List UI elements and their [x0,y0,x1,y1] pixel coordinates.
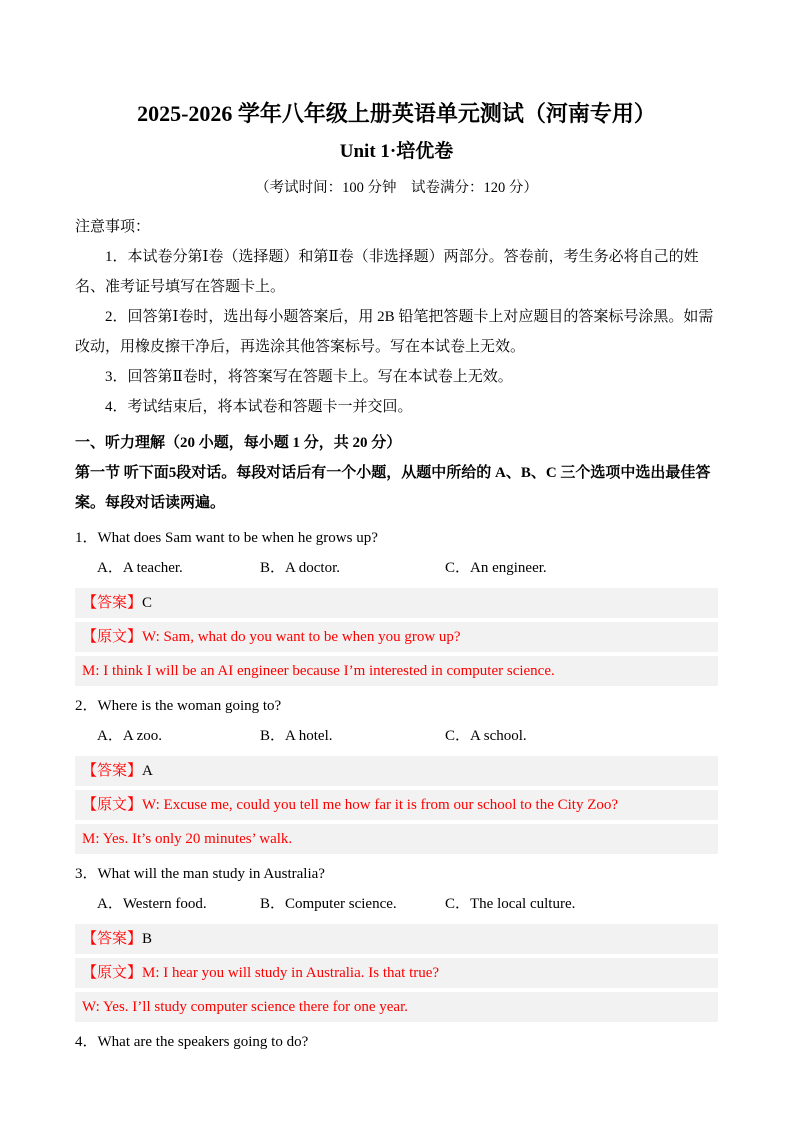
transcript-label: 【原文】 [82,629,143,645]
transcript-text: W: Sam, what do you want to be when you grow up? [142,629,461,645]
answer-value: A [142,763,153,779]
note-item: 1．本试卷分第Ⅰ卷（选择题）和第Ⅱ卷（非选择题）两部分。答卷前，考生务必将自己的姓名、准考证号填写在答题卡上。 [75,249,699,295]
note-item: 2．回答第Ⅰ卷时，选出每小题答案后，用 2B 铅笔把答题卡上对应题目的答案标号涂黑。如需改动，用橡皮擦干净后，再选涂其他答案标号。写在本试卷上无效。 [75,309,714,355]
answer-label: 【答案】 [82,595,143,611]
transcript-line [75,824,718,854]
answer-option: A．A zoo. [97,728,162,744]
note-item: 4．考试结束后，将本试卷和答题卡一并交回。 [105,399,413,415]
answer-label: 【答案】 [82,763,143,779]
transcript-line [75,992,718,1022]
question-stem: 1．What does Sam want to be when he grows up? [75,530,378,546]
answer-line [75,924,718,954]
transcript-label: 【原文】 [82,797,143,813]
transcript-line [75,790,718,820]
answer-option: C．A school. [445,728,527,744]
options-row [75,889,718,919]
exam-subtitle: Unit 1·培优卷 [339,141,454,162]
answer-line [75,588,718,618]
answer-option: B．A doctor. [260,560,341,576]
question-stem: 3．What will the man study in Australia? [75,866,325,882]
options-row [75,721,718,751]
answer-option: C．The local culture. [445,896,576,912]
question-stem: 4．What are the speakers going to do? [75,1034,309,1050]
transcript-text: M: I hear you will study in Australia. Is that true? [142,965,440,981]
answer-option: C．An engineer. [445,560,547,576]
question-block [75,691,718,854]
transcript-line [75,958,718,988]
question-stem: 2．Where is the woman going to? [75,698,282,714]
transcript-line [75,622,718,652]
question-block [75,523,718,686]
exam-title: 2025-2026 学年八年级上册英语单元测试（河南专用） [137,101,656,126]
answer-value: C [142,595,153,611]
answer-option: A．A teacher. [97,560,183,576]
transcript-text: M: Yes. It’s only 20 minutes’ walk. [82,831,293,847]
options-row [75,553,718,583]
answer-option: A．Western food. [97,896,207,912]
note-item: 3．回答第Ⅱ卷时，将答案写在答题卡上。写在本试卷上无效。 [105,369,513,385]
transcript-text: W: Yes. I’ll study computer science there for one year. [82,999,409,1015]
questions-container [75,523,718,1022]
section-heading: 一、听力理解（20 小题，每小题 1 分，共 20 分） [75,435,402,451]
exam-info: （考试时间：100 分钟 试卷满分：120 分） [255,180,538,196]
answer-option: B．A hotel. [260,728,333,744]
answer-block [75,924,718,1022]
transcript-text: W: Excuse me, could you tell me how far it is from our school to the City Zoo? [142,797,619,813]
answer-line [75,756,718,786]
transcript-text: M: I think I will be an AI engineer because I’m interested in computer science. [82,663,555,679]
transcript-label: 【原文】 [82,965,143,981]
answer-label: 【答案】 [82,931,143,947]
answer-block [75,588,718,686]
transcript-line [75,656,718,686]
notes-heading: 注意事项： [75,219,151,235]
answer-value: B [142,931,153,947]
answer-block [75,756,718,854]
question-block [75,859,718,1022]
part-instruction: 第一节 听下面5段对话。每段对话后有一个小题，从题中所给的 A、B、C 三个选项中选出最佳答案。每段对话读两遍。 [75,465,711,511]
answer-option: B．Computer science. [260,896,397,912]
